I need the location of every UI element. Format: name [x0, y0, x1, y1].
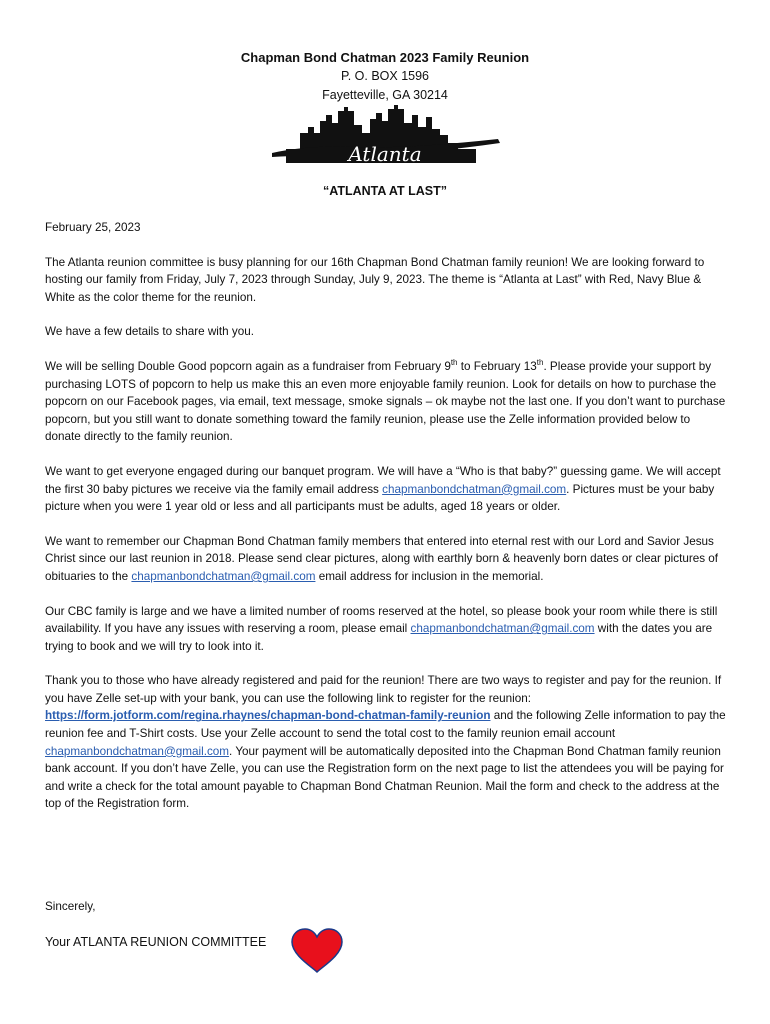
- email-link[interactable]: chapmanbondchatman@gmail.com: [382, 482, 567, 496]
- letter-title: Chapman Bond Chatman 2023 Family Reunion: [240, 50, 530, 65]
- paragraph-memorial: We want to remember our Chapman Bond Chatman family members that entered into eternal rest with our Lord and Savior Jesus Christ since our last reunion in 2018. Please send clear pictures, along with earthly born & heavenly born dates or clear pictures of obituaries to the chapmanbondchatman@gmail.com email address for inclusion in the memorial.: [45, 534, 719, 583]
- registration-link[interactable]: https://form.jotform.com/regina.rhaynes/chapman-bond-chatman-family-reunion: [45, 709, 491, 723]
- paragraph-intro: The Atlanta reunion committee is busy planning for our 16th Chapman Bond Chatman family reunion! We are looking forward to hosting our family from Friday, July 7, 2023 through Sunday, July 9, 2023. The theme is “Atlanta at Last” with Red, Navy Blue & White as the color theme for the reunion.: [45, 255, 705, 304]
- email-link[interactable]: chapmanbondchatman@gmail.com: [410, 622, 595, 636]
- paragraph-hotel: Our CBC family is large and we have a limited number of rooms reserved at the hotel, so please book your room while there is still availability. If you have any issues with reserving a room, please email chapmanbondchatman@gmail.com with the dates you are trying to book and we will try to look into it.: [45, 604, 718, 653]
- city-address: Fayetteville, GA 30214: [322, 88, 448, 102]
- letterhead: [0, 48, 770, 105]
- paragraph-registration: Thank you to those who have already registered and paid for the reunion! There are two ways to register and pay for the reunion. If you have Zelle set-up with your bank, you can use the following link to register for the reunion: https://form.jotform.com/regina.rhaynes/chapman-bond-chatman-family-reunion and the following Zelle information to pay the reunion fee and T-Shirt costs. Use your Zelle account to send the total cost to the family reunion email account chapmanbondchatman@gmail.com. Your payment will be automatically deposited into the Chapman Bond Chatman family reunion bank account. If you don’t have Zelle, you can use the Registration form on the next page to list the attendees you will be paying for and write a check for the total amount payable to Chapman Bond Chatman Reunion. Mail the form and check to the address at the top of the Registration form.: [45, 674, 726, 811]
- letter-date: February 25, 2023: [45, 221, 141, 234]
- letter-body: [45, 219, 727, 830]
- atlanta-skyline-logo: [266, 103, 504, 169]
- logo-text: Atlanta: [348, 142, 422, 166]
- paragraph-baby-pictures: We want to get everyone engaged during our banquet program. We will have a “Who is that baby?” guessing game. We will accept the first 30 baby pictures we receive via the family email address chapmanbondchatman@gmail.com. Pictures must be your baby picture when you were 1 year old or less and all participants must be adults, aged 18 years or older.: [45, 464, 721, 514]
- paragraph-popcorn: We will be selling Double Good popcorn again as a fundraiser from February 9th to February 13th. Please provide your support by purchasing LOTS of popcorn to help us make this an even more enjoyable family reunion. Look for details on how to purchase the popcorn on our Facebook pages, via email, text message, smoke signals – ok maybe not the last one. If you don’t want to purchase popcorn, but you still want to donate something toward the family reunion, please use the Zelle information provided below to donate directly to the family reunion.: [45, 358, 726, 444]
- reunion-theme: “ATLANTA AT LAST”: [322, 184, 448, 198]
- email-link[interactable]: chapmanbondchatman@gmail.com: [131, 569, 316, 583]
- closing: Sincerely,: [45, 900, 96, 913]
- heart-icon: [290, 928, 344, 974]
- email-link[interactable]: chapmanbondchatman@gmail.com: [45, 744, 230, 758]
- paragraph-details: We have a few details to share with you.: [45, 325, 254, 339]
- po-box: P. O. BOX 1596: [340, 69, 430, 83]
- committee-signature: Your ATLANTA REUNION COMMITTEE: [45, 935, 267, 949]
